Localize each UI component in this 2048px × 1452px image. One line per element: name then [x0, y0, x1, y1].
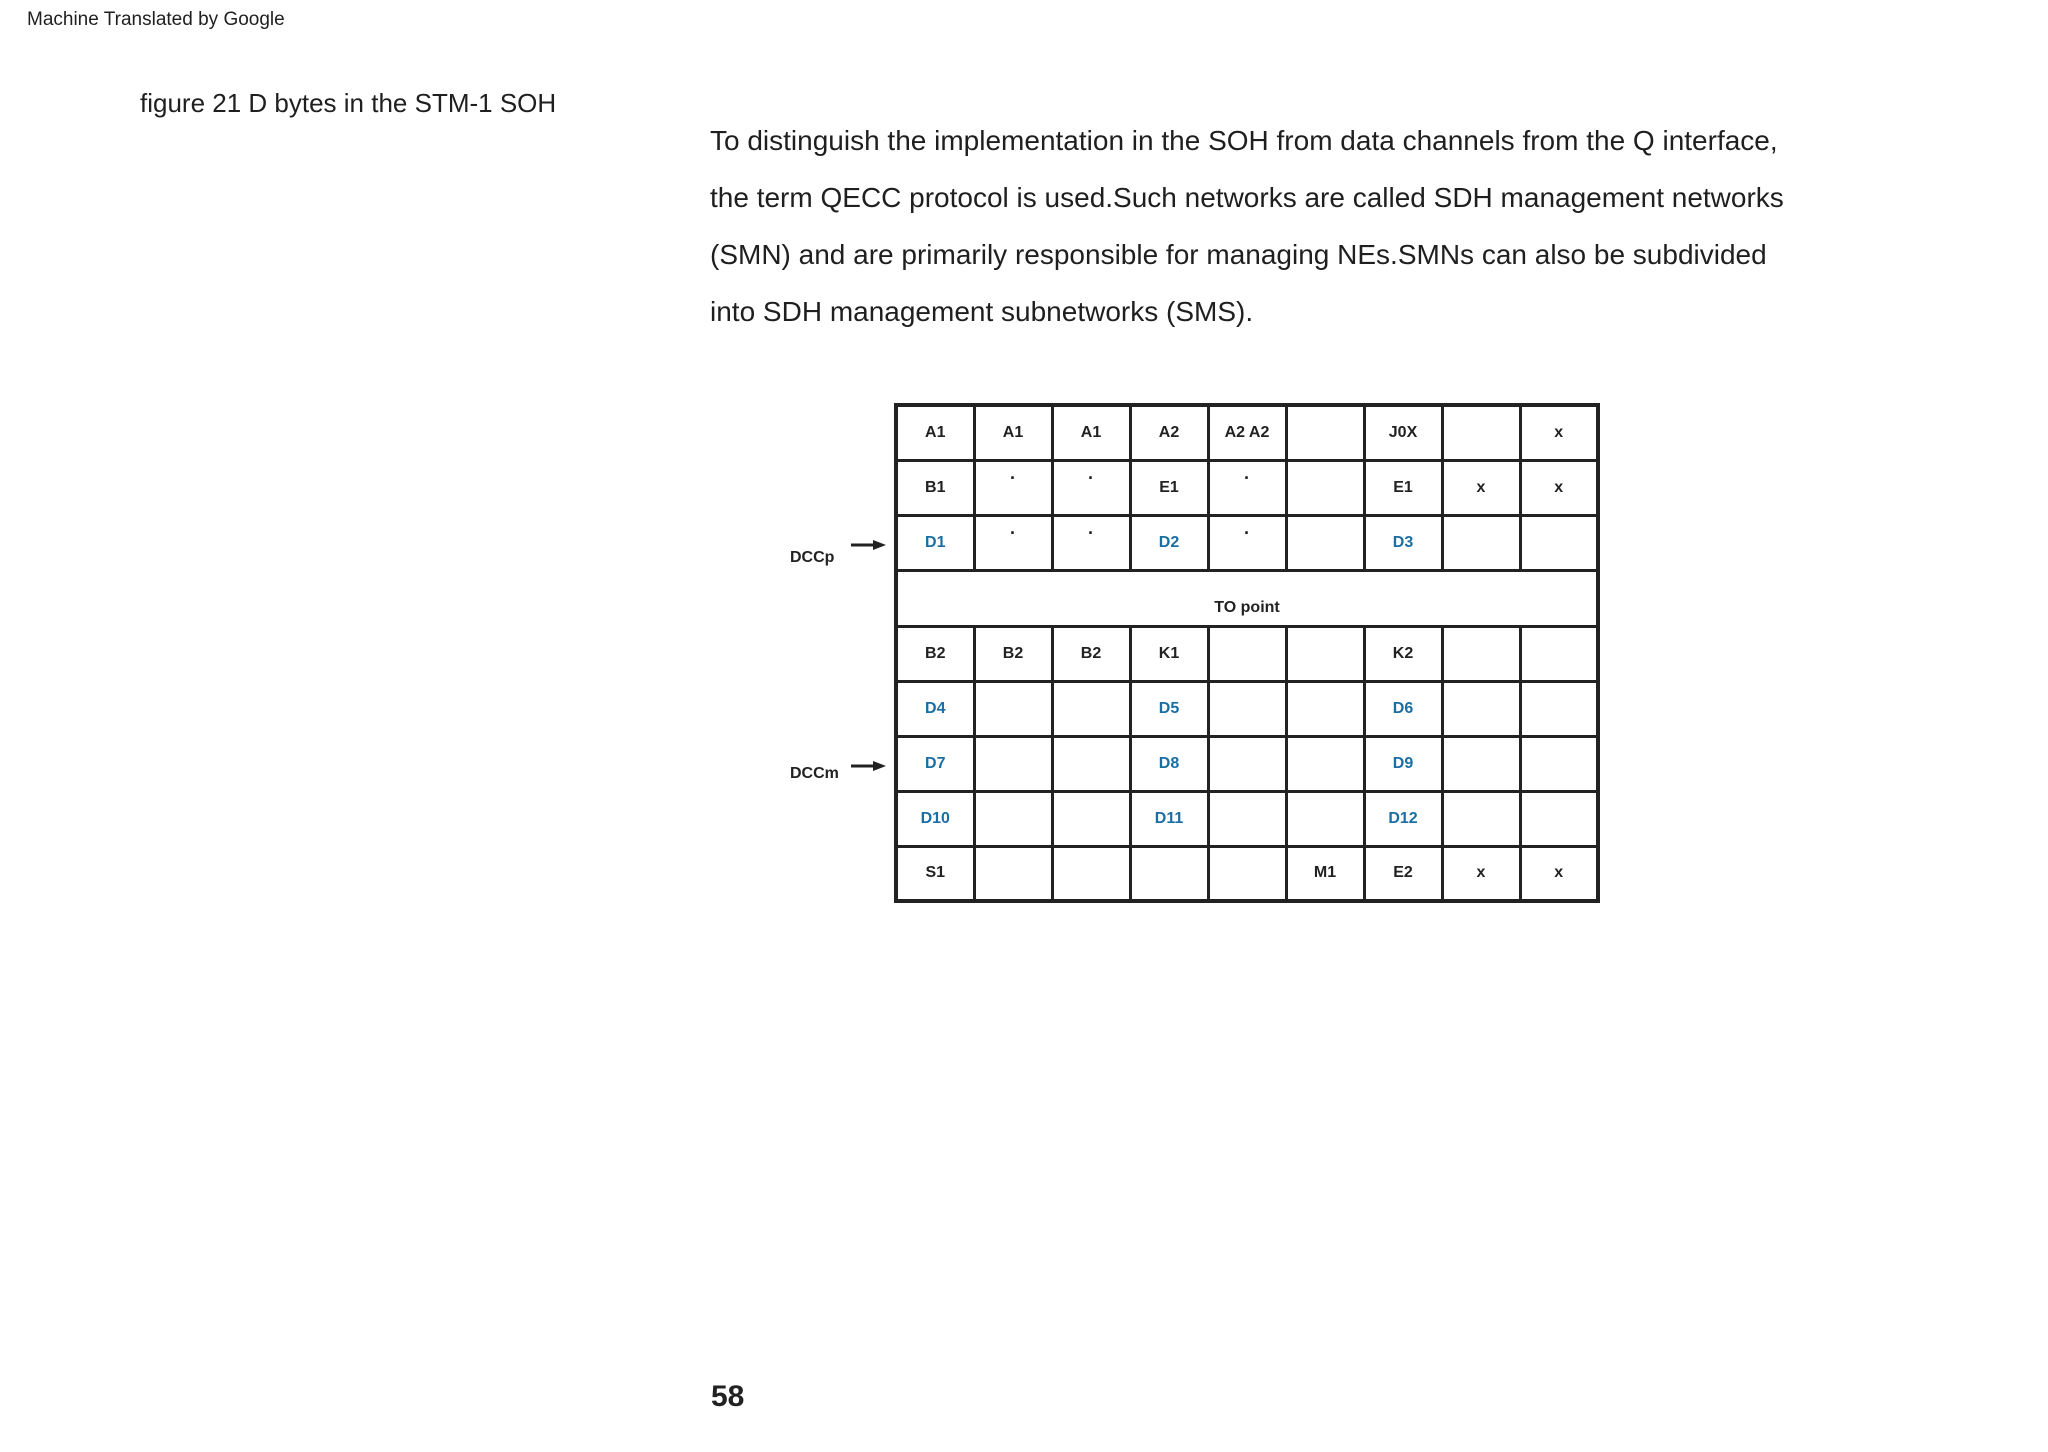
grid-row: [896, 846, 1598, 901]
grid-cell: ·: [1052, 460, 1130, 515]
grid-row: [896, 791, 1598, 846]
grid-cell: ·: [974, 460, 1052, 515]
page-number: 58: [711, 1380, 745, 1413]
grid-cell: [1442, 736, 1520, 791]
dcc-cell: D11: [1130, 791, 1208, 846]
grid-cell: [1208, 626, 1286, 681]
body-paragraph: [710, 112, 1930, 340]
to-point-cell: TO point: [896, 570, 1598, 626]
grid-cell: K2: [1364, 626, 1442, 681]
grid-cell: [1052, 681, 1130, 736]
grid-cell: [1520, 626, 1598, 681]
body-line: into SDH management subnetworks (SMS).: [710, 296, 1254, 327]
grid-cell: ·: [1052, 515, 1130, 570]
grid-cell: [1286, 791, 1364, 846]
grid-cell: [1286, 460, 1364, 515]
dcc-cell: D7: [896, 736, 974, 791]
dcc-cell: D2: [1130, 515, 1208, 570]
grid-cell: J0X: [1364, 405, 1442, 460]
grid-row: [896, 681, 1598, 736]
grid-cell: E1: [1364, 460, 1442, 515]
grid-cell: B2: [1052, 626, 1130, 681]
dccp-arrow-icon: [851, 538, 887, 552]
grid-cell: [1520, 736, 1598, 791]
grid-cell: [1130, 846, 1208, 901]
grid-cell: [1286, 626, 1364, 681]
dcc-cell: D6: [1364, 681, 1442, 736]
grid-cell: [1208, 846, 1286, 901]
dcc-cell: D12: [1364, 791, 1442, 846]
grid-cell: [1520, 681, 1598, 736]
dcc-cell: D8: [1130, 736, 1208, 791]
grid-cell: ·: [1208, 515, 1286, 570]
grid-cell: A1: [1052, 405, 1130, 460]
grid-cell: [974, 791, 1052, 846]
dccp-label: DCCp: [790, 549, 835, 566]
body-line: To distinguish the implementation in the SOH from data channels from the Q interface,: [710, 125, 1778, 156]
grid-cell: B1: [896, 460, 974, 515]
dccm-arrow-icon: [851, 759, 887, 773]
dcc-cell: D1: [896, 515, 974, 570]
body-line: (SMN) and are primarily responsible for managing NEs.SMNs can also be subdivided: [710, 239, 1767, 270]
grid-cell: S1: [896, 846, 974, 901]
grid-cell: [1286, 736, 1364, 791]
grid-cell: A1: [974, 405, 1052, 460]
grid-cell: [1052, 736, 1130, 791]
grid-cell: [1286, 515, 1364, 570]
grid-cell: K1: [1130, 626, 1208, 681]
grid-cell: x: [1520, 405, 1598, 460]
grid-cell: M1: [1286, 846, 1364, 901]
grid-cell: [1442, 626, 1520, 681]
grid-cell: A2 A2: [1208, 405, 1286, 460]
grid-row: [896, 460, 1598, 515]
dcc-cell: D5: [1130, 681, 1208, 736]
grid-cell: [1208, 736, 1286, 791]
grid-cell: [1052, 791, 1130, 846]
grid-cell: [1520, 515, 1598, 570]
grid-cell: [1442, 405, 1520, 460]
body-line: the term QECC protocol is used.Such networks are called SDH management networks: [710, 182, 1784, 213]
dcc-cell: D3: [1364, 515, 1442, 570]
grid-cell: E2: [1364, 846, 1442, 901]
grid-cell: [1520, 791, 1598, 846]
grid-cell: A2: [1130, 405, 1208, 460]
machine-translation-note: Machine Translated by Google: [27, 9, 285, 30]
grid-cell: [1208, 791, 1286, 846]
grid-cell: ·: [974, 515, 1052, 570]
grid-cell: x: [1442, 846, 1520, 901]
grid-cell: x: [1520, 460, 1598, 515]
grid-cell: B2: [974, 626, 1052, 681]
grid-cell: E1: [1130, 460, 1208, 515]
grid-cell: [1442, 515, 1520, 570]
grid-cell: ·: [1208, 460, 1286, 515]
grid-row: [896, 736, 1598, 791]
figure-caption: figure 21 D bytes in the STM-1 SOH: [140, 88, 557, 118]
grid-cell: [974, 681, 1052, 736]
grid-row: [896, 626, 1598, 681]
dcc-cell: D9: [1364, 736, 1442, 791]
grid-cell: [1286, 405, 1364, 460]
dcc-cell: D10: [896, 791, 974, 846]
grid-cell: x: [1520, 846, 1598, 901]
grid-cell: [1442, 791, 1520, 846]
dcc-cell: D4: [896, 681, 974, 736]
grid-cell: [1286, 681, 1364, 736]
grid-cell: [974, 846, 1052, 901]
grid-cell: A1: [896, 405, 974, 460]
grid-row: [896, 570, 1598, 626]
dccm-label: DCCm: [790, 765, 839, 782]
grid-cell: [1208, 681, 1286, 736]
grid-row: [896, 515, 1598, 570]
grid-cell: B2: [896, 626, 974, 681]
grid-cell: [1442, 681, 1520, 736]
grid-cell: [974, 736, 1052, 791]
grid-cell: [1052, 846, 1130, 901]
grid-row: [896, 405, 1598, 460]
grid-cell: x: [1442, 460, 1520, 515]
stm1-soh-grid: [894, 403, 1600, 903]
